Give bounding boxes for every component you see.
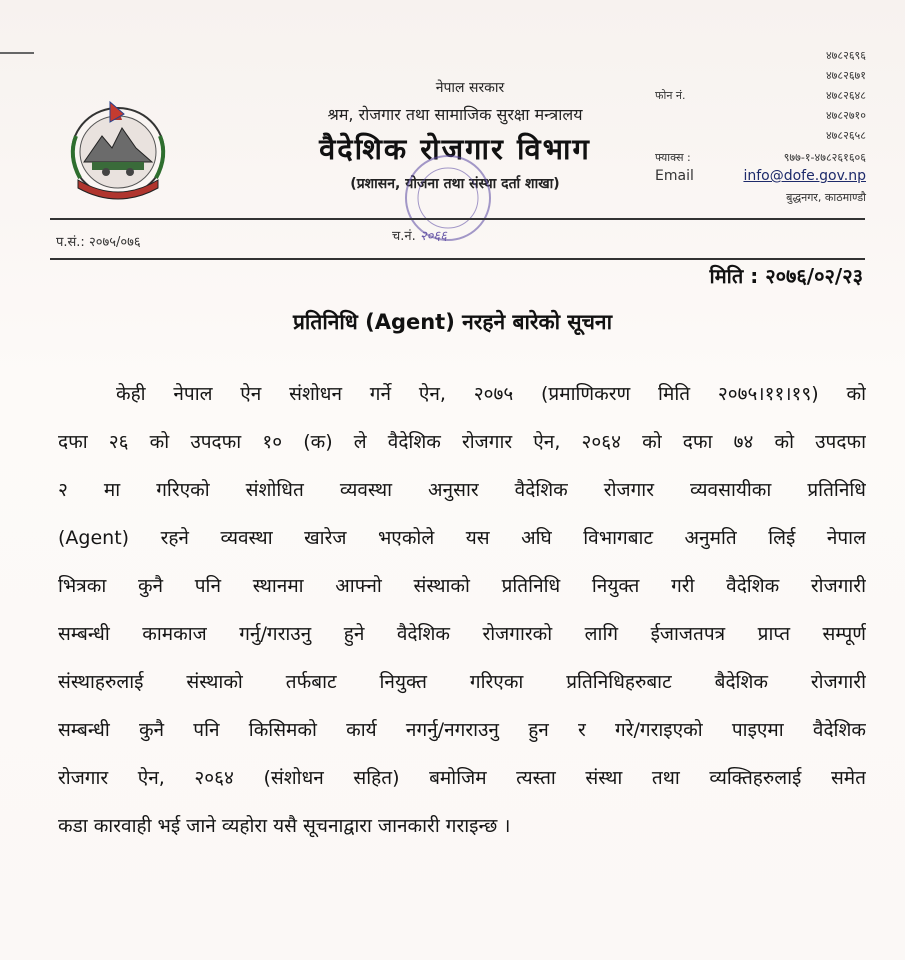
body-line: केही नेपाल ऐन संशोधन गर्ने ऐन, २०७५ (प्रमाणिकरण मिति २०७५।११।१९) को (116, 383, 866, 405)
dispatch-value: २०६६ (419, 229, 447, 244)
phone-number: ४७८२६७१ (825, 69, 866, 82)
body-line: कडा कारवाही भई जाने व्यहोरा यसै सूचनाद्वारा जानकारी गराइन्छ । (58, 815, 511, 837)
body-line: भित्रका कुनै पनि स्थानमा आफ्नो संस्थाको प्रतिनिधि नियुक्त गरी वैदेशिक रोजगारी (58, 575, 866, 597)
phone-number: ४७८२६४८ (825, 89, 866, 102)
date-label: मिति : (709, 264, 759, 288)
phone-number: ४७८२७१० (825, 109, 866, 122)
body-line: सम्बन्धी कामकाज गर्नु/गराउनु हुने वैदेशिक रोजगारको लागि ईजाजतपत्र प्राप्त सम्पूर्ण (58, 623, 866, 645)
scan-edge-mark (0, 52, 34, 54)
phone-number: ४७८२६५८ (825, 129, 866, 142)
body-line: (Agent) रहने व्यवस्था खारेज भएकोले यस अघि विभागबाट अनुमति लिई नेपाल (58, 527, 866, 549)
reference-number (56, 232, 141, 250)
dispatch-label: च.नं. (392, 229, 416, 244)
email-label: Email (655, 168, 694, 184)
body-line: सम्बन्धी कुनै पनि किसिमको कार्य नगर्नु/नगराउनु हुन र गरे/गराइएको पाइएमा वैदेशिक (58, 719, 866, 741)
reference-label: प.सं.: (56, 235, 85, 250)
header-rule-top (50, 218, 865, 220)
nepal-emblem-icon (62, 96, 174, 206)
office-address: बुद्धनगर, काठमाण्डौ (786, 191, 866, 204)
government-name: नेपाल सरकार (435, 80, 505, 96)
phone-number: ४७८२६९६ (825, 49, 866, 62)
fax-number: ९७७-१-४७८२६१६०६ (783, 151, 866, 164)
email-link[interactable]: info@dofe.gov.np (743, 168, 866, 184)
header-rule-bottom (50, 258, 865, 260)
dispatch-number (392, 226, 447, 244)
body-line: रोजगार ऐन, २०६४ (संशोधन सहित) बमोजिम त्यस्ता संस्था तथा व्यक्तिहरुलाई समेत (58, 767, 866, 789)
phone-label: फोन नं. (655, 89, 686, 102)
body-line: दफा २६ को उपदफा १० (क) ले वैदेशिक रोजगार ऐन, २०६४ को दफा ७४ को उपदफा (58, 431, 866, 453)
ministry-name: श्रम, रोजगार तथा सामाजिक सुरक्षा मन्त्रालय (327, 105, 583, 124)
department-name: वैदेशिक रोजगार विभाग (319, 132, 591, 166)
body-line: संस्थाहरुलाई संस्थाको तर्फबाट नियुक्त गरिएका प्रतिनिधिहरुबाट बैदेशिक रोजगारी (58, 671, 866, 693)
fax-label: फ्याक्स : (655, 151, 691, 164)
reference-value: २०७५/०७६ (88, 235, 141, 250)
date-value: २०७६/०२/२३ (765, 264, 863, 288)
body-line: २ मा गरिएको संशोधित व्यवस्था अनुसार वैदेशिक रोजगार व्यवसायीका प्रतिनिधि (58, 479, 866, 501)
notice-body (58, 372, 866, 852)
notice-date (710, 262, 863, 289)
branch-name: (प्रशासन, योजना तथा संस्था दर्ता शाखा) (350, 176, 560, 192)
notice-title: प्रतिनिधि (Agent) नरहने बारेको सूचना (292, 310, 613, 334)
